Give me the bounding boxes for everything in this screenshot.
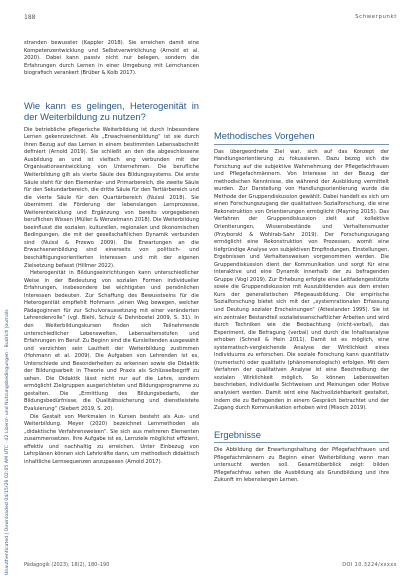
section-heading-methods: Methodisches Vorgehen <box>214 130 315 141</box>
right-column <box>214 40 389 485</box>
running-title: Schwerpunkt <box>355 14 397 20</box>
paragraph: Die Gestalt von Merkmalen in Kursen besteht als Aus- und Weiterbildung. Meyer (2020) bezeichnet Lernmethoden als „didaktische Verfahrensweisen“. Sie sich aus mehreren Elementen zusammensetzen. Ihre Aufgabe ist es, Lernziele möglichst effizient, effektiv und nachhaltig zu erreichen. Unter Einbezug von Lehrplänen können sich Lehrkräfte dann, um methodisch didaktisch inhaltliche Lernsequenzen anzupassen (Arnold 2017). <box>24 413 199 465</box>
paragraph: stranden bewusster (Kappler 2018). Sie erreichen damit eine Kompetenzentwicklung und Selbstverwirklichung (Arnold et al. 2020). Dabei kann passiv nicht nur belegen, sondern die Erfahrungen durch Lernen in einer Umgebung mit Lernchancen biografisch verankert (Brüber & Kolb 2017). <box>24 40 199 77</box>
page-number: 188 <box>24 14 36 21</box>
download-notice: Unauthenticated | Downloaded 04/15/26 02:05 AM UTC · 42 Lizenz- und Nutzungsbedingungen · Budrich Journals <box>5 309 10 575</box>
page-header <box>24 14 397 24</box>
heading-rule <box>214 144 389 145</box>
section-heading-results: Ergebnisse <box>214 428 261 440</box>
paragraph: Heterogenität in Bildungseinrichtungen kann unterschiedlicher Weise in der Bedeutung von sozialen Formen individueller Erfahrungen, insbesondere bei wichtigsten und persönlichen Interessen bedeuten. Zur Schaffung des Bewusstseins für die Heterogenität empfiehlt Hohmann „einen Weg bewegen, welcher Pädagoginnen für zur Schulvoraussetzung mit einer veränderten Lehrendenrolle“ (vgl. Biehl, Schulz & Dehnbostel 2009, S. 31). In den Weiterbildungskursen finden sich Teilnehmende unterschiedlicher Lebenswelten, Lebensaltersstufen und Erfahrungen im Beruf. Zu Beginn sind die Kursleitenden ausgewählt und verzichten sein Lautheit der Weiterbildung zustimmen (Hohmann et al. 2009). Die Aufgaben von Lehrenden ist es, Unterschiede und Besonderheiten zu erkennen sowie die Didaktik der Bildungsarbeit in Theorie und Praxis als Schlüsselbegriff zu sehen. Die Didaktik lässt nicht nur auf die Lehre, sondern ermöglicht Zielgruppen ausgerichteten und Bildungsprogramme zu gestalten. Die „Ermittlung des Bildungsbedarfs, der Bildungsbedürfnisse, die Qualitätssicherung und dienstleistete Evaluierung“ (Siebert 2019, S. 20). <box>24 270 199 412</box>
section-heading: Wie kann es gelingen, Heterogenität in der Weiterbildung zu nutzen? <box>24 99 199 123</box>
left-column <box>24 40 199 466</box>
paragraph: Das übergeordnete Ziel war, sich auf das Konzept der Handlungsorientierung zu fokussieren. Dazu bezog sich die Forschung auf die subjektive Wahrnehmung der Pflegefachfrauen und Pflegefachmännern. Von Interesse ist der Bezug der methodischen Kenntnisse, die während der Ausbildung vermittelt wurden. Zur Darstellung von Handlungsorientierung wurde die Methode der Gruppendiskussion gewählt. Dabei handelt es sich um einen Forschungszugang der qualitativen Sozialforschung, die eine Rekonstruktion von Orientierungen ermöglicht (Mayring 2015). Das Verfahren der Gruppendiskussion zielt auf kollektive Orientierungen, Wissensbestände und Verhaltensmuster (Przyborski & Wohlrab-Sahr 2019). Der Forschungszugang ermöglicht eine Rekonstruktion von Prozessen, womit eine tiefgründige Analyse von subjektiven Empfindungen, Einstellungen, Ergebnissen und Verhaltensweisen vorgenommen werden. Die Gruppendiskussion dient der Kommunikation und sorgt für eine interaktive und eine Dynamik innerhalb der zu befragenden Gruppe (Vogl 2019). Zur Erhebung erfolgte eine Leitfadengestützte sowie die Gruppendiskussion mit Auszubildenden aus dem ersten Kurs der generalistischen Pflegeausbildung. Die empirische Sozialforschung bietet sich mit der „systemrationalen Erfassung und Deutung sozialer Erscheinungen“ (Atteslander 1995). Sie ist ein zentraler Bestandteil sozialwissenschaftlicher Arbeiten und wird durch Techniken wie die Beobachtung (nicht-verbal), das Experiment, die Befragung (verbal) und durch die Inhaltsanalyse erhoben (Schnell & Hein 2011). Damit ist es möglich, eine systematisch-vergleichende Analyse der Wirklichkeit eines Individuums zu erforschen. Die soziale Forschung kann quantitativ (numerisch) oder qualitativ (phänomenologisch) erfolgen. Mit dem Verfahren der qualitativen Analyse ist eine Beschreibung der sozialen Wirklichkeit möglich. So können Lebenswelten beschrieben, individuelle Sichtweisen und Meinungen oder Motive analysiert werden. Damit wird eine Nachvollziehbarkeit gestaltet, indem die zu Befragenden in einem Gespräch betrachtet und der Zugang durch Kommunikation erhoben wird (Misoch 2019). <box>214 148 389 412</box>
sidebar-strip <box>0 0 12 585</box>
paragraph: Die betriebliche pflegerische Weiterbildung ist durch Inbesondere Lernen gekennzeichnet. Als „Erwachsenenbildung“ ist sie durch ihren Bezug auf das Lernen in einem bestimmten Lebensabschnitt definiert (Arnold 2019). Sie schließt an den die abgeschlossene Ausbildung an und ist vielfach eng verbunden mit der Organisationsentwicklung von Unternehmen. Die berufliche Weiterbildung gilt als vierte Säule des Bildungssystems. Die erste Säule steht für den Elementar- und Primarbereich, die zweite Säule für den Sekundarbereich, die dritte Säule für den Tertiärbereich und die vierte Säule für den Quartärbereich (Nuissl 2018). Sie übernimmt die Förderung der lebenslangen Lernprozesse, Weiterentwicklung und Ergänzung von bereits vorgegebenen beruflichen Wissen (Müller & Wenzelmann 2018). Die Weiterbildung beeinflusst die sozialen, kulturellen, regionalen und ökonomischen Bedingungen, die mit der gesellschaftlichen Dynamik verbunden sind (Nuissl & Przewo 2009). Die Erwartungen an die Erwachsenenbildung sind einerseits von politisch- und beschäftigungsorientierten Interessen und mit der eigenen Zielsetzung befasst (Hillmer 2022). <box>24 126 199 269</box>
paragraph: Die Abbildung der Erwartungshaltung der Pflegefachfrauen und Pflegefachmännern zu Beginn einer Weiterbildung wenn man untersucht werden soll. Gesamtüberblick zeigt: bilden Pflegefachfrau sehen die Ausbildung als Grundbildung und ihre Zukunft im lebenslangen Lernen. <box>214 447 389 484</box>
footer-doi: DOI 10.3224/xxxxx <box>342 562 397 568</box>
footer-citation: Pädagogik (2023), 18(2), 180–190 <box>24 562 110 568</box>
heading-rule <box>214 442 389 443</box>
